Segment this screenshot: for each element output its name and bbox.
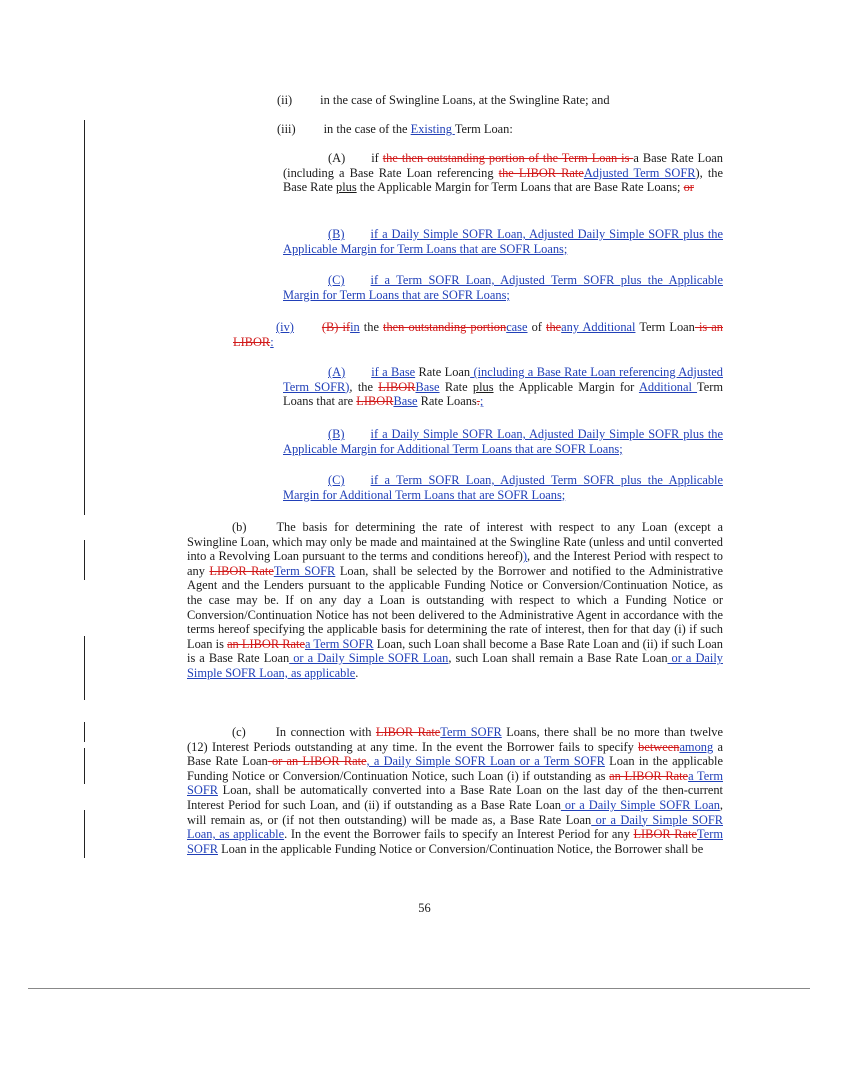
clause-iii: [277, 122, 727, 137]
deleted-text: .: [476, 394, 480, 409]
deleted-text: between: [638, 739, 680, 754]
deleted-text: is an LIBOR: [233, 320, 723, 349]
deleted-text: LIBOR: [378, 379, 416, 394]
body-text: Loan in the applicable Funding Notice or Conversion/Continuation Notice, such Loan (i) if outstanding as: [187, 754, 723, 783]
deleted-text: or: [683, 180, 694, 195]
deleted-text: an LIBOR Rate: [227, 636, 305, 651]
body-text: The basis for determining the rate of interest with respect to any Loan (except a Swingline Loan, which may only be made and maintained at the Swingline Rate (unless and until converted into a Revolving Loan pursuant to the terms and conditions hereof): [187, 520, 723, 564]
body-text: Loan, such Loan shall become a Base Rate Loan and (ii) if such Loan is a Base Rate Loan: [187, 636, 724, 666]
body-text: (c): [232, 725, 246, 739]
body-text: Rate Loan: [415, 365, 471, 379]
body-text: a Base Rate Loan (including a Base Rate Loan referencing: [283, 151, 723, 180]
inserted-text: , a Daily Simple SOFR Loan or a Term SOFR: [366, 754, 605, 769]
tab-space: [345, 227, 371, 242]
deleted-text: (B) if: [321, 320, 351, 334]
page-bottom-rule: [28, 988, 810, 989]
body-text: Term Loan: [635, 320, 695, 334]
body-text: Rate Loans: [417, 394, 477, 409]
inserted-text: among: [679, 739, 714, 754]
inserted-text: :: [270, 334, 274, 349]
deleted-text: LIBOR: [356, 394, 394, 409]
inserted-text: or a Daily Simple SOFR Loan: [289, 651, 449, 666]
deleted-text: or an LIBOR Rate: [267, 754, 367, 769]
tab-space: [246, 725, 276, 740]
body-text: Loan in the applicable Funding Notice or Conversion/Continuation Notice, the Borrower shall be: [218, 841, 704, 856]
inserted-text: if a Base: [371, 365, 416, 379]
change-bar: [84, 540, 85, 580]
inserted-text: Base: [415, 379, 440, 394]
body-text: . In the event the Borrower fails to specify an Interest Period for any: [284, 827, 634, 842]
tab-space: [296, 122, 324, 137]
body-text: Loans, there shall be no more than twelve (12) Interest Periods outstanding at any time. In the event the Borrower fails to specify: [187, 725, 724, 754]
body-text: (ii): [277, 93, 293, 107]
inserted-text: Base: [393, 394, 418, 409]
inserted-text: (C): [328, 473, 345, 487]
tab-space: [345, 365, 371, 380]
inserted-text: Term SOFR: [273, 563, 336, 578]
inserted-text: (A): [328, 365, 346, 379]
body-text: the Applicable Margin for Term Loans that are Base Rate Loans;: [356, 180, 684, 195]
clause-iv-a: [283, 365, 723, 409]
paragraph-b: [187, 520, 723, 681]
inserted-text: any Additional: [561, 320, 636, 334]
tab-space: [345, 473, 371, 488]
body-text: Term Loans that are: [283, 379, 723, 409]
underlined-text: plus: [336, 180, 357, 195]
body-text: (b): [232, 520, 247, 534]
change-bar: [84, 120, 85, 515]
inserted-text: Additional: [638, 379, 698, 394]
deleted-text: the: [546, 320, 562, 334]
body-text: Term Loan:: [454, 122, 513, 136]
tab-space: [246, 520, 276, 535]
inserted-text: if a Daily Simple SOFR Loan, Adjusted Daily Simple SOFR plus the Applicable Margin for Term Loans that are SOFR Loans;: [283, 227, 723, 256]
inserted-text: if a Term SOFR Loan, Adjusted Term SOFR plus the Applicable Margin for Term Loans that are SOFR Loans;: [283, 273, 723, 302]
body-text: , such Loan shall remain a Base Rate Loan: [448, 651, 668, 666]
deleted-text: the then outstanding portion of the Term Loan is: [382, 151, 634, 165]
deleted-text: LIBOR Rate: [209, 563, 274, 578]
inserted-text: (iv): [276, 320, 294, 334]
change-bar: [84, 636, 85, 700]
body-text: (iii): [277, 122, 296, 136]
body-text: .: [355, 665, 359, 680]
tab-space: [345, 151, 371, 166]
tab-space: [345, 273, 371, 288]
clause-iv-b: [283, 427, 723, 456]
body-text: in the case of Swingline Loans, at the Swingline Rate; and: [320, 93, 610, 107]
body-text: Rate: [439, 379, 473, 394]
body-text: , the: [349, 379, 379, 394]
inserted-text: if a Daily Simple SOFR Loan, Adjusted Daily Simple SOFR plus the Applicable Margin for Additional Term Loans that are SOFR Loans;: [283, 427, 723, 456]
inserted-text: (B): [328, 427, 345, 441]
page-number: 56: [418, 901, 431, 915]
inserted-text: in: [350, 320, 360, 334]
inserted-text: or a Daily Simple SOFR Loan, as applicable: [187, 651, 723, 680]
tab-space: [294, 320, 322, 335]
body-text: ), the Base Rate: [283, 165, 723, 195]
clause-ii: [277, 93, 727, 108]
change-bar: [84, 748, 85, 784]
body-text: the: [359, 320, 384, 334]
body-text: the Applicable Margin for: [493, 379, 639, 394]
clause-iv: [233, 320, 723, 349]
body-text: , and the Interest Period with respect to any: [187, 549, 723, 578]
body-text: Loan, shall be selected by the Borrower and notified to the Administrative Agent and the Lenders pursuant to the applicable Funding Notice or Conversion/Continuation Notice, as the case may be. If on any day a Loan is outstanding with respect to which a Funding Notice or Conversion/Continuation Notice has not been delivered to the Administrative Agent in accordance with the terms hereof specifying the applicable basis for determining the rate of interest, then for that day (i) if such Loan is: [187, 563, 723, 651]
body-text: in the case of the: [323, 122, 411, 136]
body-text: if: [371, 151, 383, 165]
deleted-text: the LIBOR Rate: [498, 165, 584, 180]
body-text: (A): [328, 151, 346, 165]
inserted-text: ;: [479, 394, 484, 409]
clause-iii-b: [283, 227, 723, 256]
deleted-text: LIBOR Rate: [633, 827, 698, 842]
inserted-text: Adjusted Term SOFR: [583, 165, 696, 180]
clause-iv-c: [283, 473, 723, 502]
inserted-text: Existing: [410, 122, 455, 136]
inserted-text: or a Daily Simple SOFR Loan, as applicable: [187, 812, 723, 842]
deleted-text: LIBOR Rate: [375, 725, 441, 739]
underlined-text: plus: [472, 379, 494, 394]
body-text: of: [527, 320, 547, 334]
inserted-text: if a Term SOFR Loan, Adjusted Term SOFR plus the Applicable Margin for Additional Term Loans that are SOFR Loans;: [283, 473, 723, 502]
tab-space: [345, 427, 371, 442]
body-text: a Base Rate Loan: [187, 739, 723, 769]
inserted-text: a Term SOFR: [187, 768, 723, 798]
inserted-text: (including a Base Rate Loan referencing Adjusted Term SOFR): [283, 365, 723, 394]
deleted-text: an LIBOR Rate: [609, 768, 689, 783]
inserted-text: case: [506, 320, 528, 334]
paragraph-c: [187, 725, 723, 856]
change-bar: [84, 810, 85, 858]
inserted-text: (B): [328, 227, 345, 241]
change-bar: [84, 722, 85, 742]
tab-space: [292, 93, 320, 108]
inserted-text: a Term SOFR: [304, 636, 374, 651]
clause-iii-c: [283, 273, 723, 302]
body-text: , will remain as, or (if not then outstanding) will be made as, a Base Rate Loan: [187, 797, 723, 827]
inserted-text: (C): [328, 273, 345, 287]
inserted-text: ): [522, 549, 527, 564]
inserted-text: Term SOFR: [440, 725, 502, 739]
inserted-text: or a Daily Simple SOFR Loan: [560, 797, 720, 812]
body-text: Loan, shall be automatically converted into a Base Rate Loan on the last day of the then-current Interest Period for such Loan, and (ii) if outstanding as a Base Rate Loan: [187, 783, 723, 812]
deleted-text: then outstanding portion: [383, 320, 507, 334]
body-text: In connection with: [275, 725, 376, 739]
clause-iii-a: [283, 151, 723, 195]
inserted-text: Term SOFR: [187, 827, 723, 856]
